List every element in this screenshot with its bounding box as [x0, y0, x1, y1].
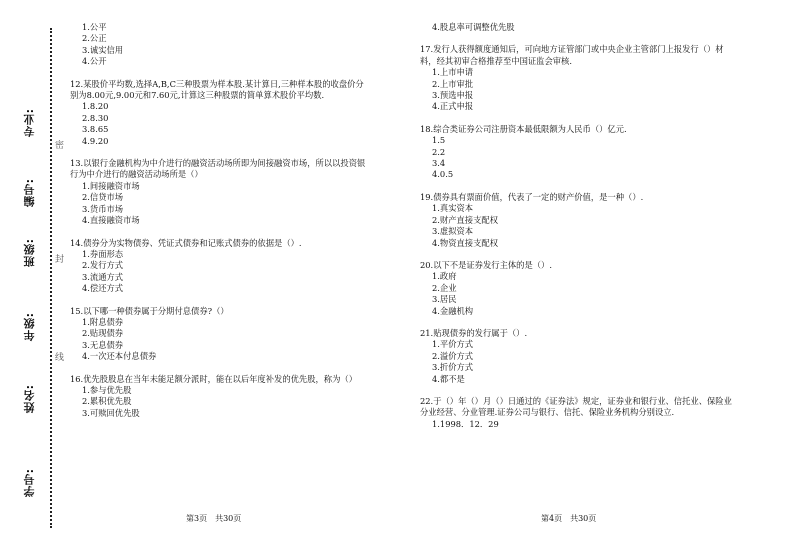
- option: 3.居民: [432, 294, 457, 305]
- seal-char-xian: 线: [55, 353, 65, 363]
- option: 1.公平: [82, 22, 107, 32]
- question-text: 20.以下不是证券发行主体的是（）.: [420, 259, 552, 270]
- question-text: 12.某股价平均数,选择A,B,C三种股票为样本股.某计算日,三种样本股的收盘价分别为8.00元,9.00元和7.60元,计算这三种股票的简单算术股价平均数.: [70, 78, 364, 101]
- option: 2.财产直接支配权: [432, 214, 498, 225]
- option: 4.9.20: [82, 135, 109, 146]
- option: 4.0.5: [432, 169, 454, 180]
- option: 1.1998．12．29: [432, 418, 499, 429]
- option: 3.虚拟资本: [432, 226, 474, 237]
- seal-char-mi: 密: [55, 141, 65, 151]
- question-15: [70, 306, 370, 363]
- option: 1.上市申请: [432, 67, 474, 78]
- question-text: 17.发行人获得额度通知后，可向地方证管部门或中央企业主管部门上报发行（）材料，经其初审合格推荐至中国证监会审核.: [420, 44, 724, 66]
- right-page-column: [420, 22, 740, 441]
- option: 4.直接融资市场: [82, 215, 140, 226]
- question-text: 14.债券分为实物债券、凭证式债券和记账式债券的依据是（）.: [70, 237, 302, 248]
- question-text: 16.优先股股息在当年未能足额分派时，能在以后年度补发的优先股，称为（）: [70, 373, 357, 384]
- option: 1.政府: [432, 271, 457, 282]
- option: 1.5: [432, 135, 446, 146]
- option: 1.间接融资市场: [82, 180, 140, 191]
- option: 2.溢价方式: [432, 350, 474, 361]
- option: 4.金融机构: [432, 305, 474, 316]
- option: 3.无息债券: [82, 339, 124, 350]
- option: 3.货币市场: [82, 203, 124, 214]
- option: 2.贴现债券: [82, 328, 124, 339]
- class-label: 班级:: [23, 238, 36, 268]
- option: 2.信贷市场: [82, 192, 124, 203]
- question-22: [420, 396, 740, 430]
- option: 1.参与优先股: [82, 384, 132, 395]
- question-16: [70, 374, 370, 420]
- grade-label: 年级:: [23, 312, 36, 342]
- option: 1.券面形态: [82, 248, 124, 259]
- option: 3.预选申报: [432, 90, 474, 101]
- option: 2.上市审批: [432, 78, 474, 89]
- option: 4.物资直接支配权: [432, 237, 498, 248]
- option: 1.真实资本: [432, 203, 474, 214]
- student-no-label: 学号:: [23, 468, 36, 498]
- option: 4.公开: [82, 56, 107, 67]
- option: 3.可赎回优先股: [82, 407, 140, 418]
- option: 3.4: [432, 158, 446, 169]
- binding-dotted-line: [50, 28, 52, 528]
- option: 2.发行方式: [82, 260, 124, 271]
- question-14: [70, 238, 370, 295]
- q16-options-continued: [420, 22, 740, 33]
- question-20: [420, 260, 740, 317]
- binding-margin: [0, 0, 65, 560]
- name-label: 姓名:: [23, 384, 36, 414]
- option: 3.诚实信用: [82, 44, 124, 55]
- option: 2.公正: [82, 33, 107, 44]
- option: 1.平价方式: [432, 339, 474, 350]
- question-12: [70, 79, 370, 147]
- option: 4.股息率可调整优先股: [432, 22, 515, 32]
- option: 3.流通方式: [82, 271, 124, 282]
- question-text: 13.以银行金融机构为中介进行的融资活动场所即为间接融资市场，所以以投资银行为中介进行的融资活动场所是（）: [70, 158, 366, 180]
- option: 1.8.20: [82, 101, 109, 112]
- page-number-right: 第4页 共30页: [541, 514, 597, 523]
- left-page-column: [70, 22, 370, 430]
- question-text: 22.于（）年（）月（）日通过的《证券法》规定，证券业和银行业、信托业、保险业分业经营、分业管理.证券公司与银行、信托、保险业务机构分别设立.: [420, 395, 732, 418]
- question-17: [420, 44, 740, 112]
- page-number-left: 第3页 共30页: [186, 514, 242, 523]
- option: 4.正式申报: [432, 101, 474, 112]
- question-text: 21.贴现债券的发行属于（）.: [420, 327, 528, 338]
- option: 2.企业: [432, 282, 457, 293]
- question-21: [420, 328, 740, 385]
- question-text: 19.债券具有票面价值，代表了一定的财产价值，是一种（）.: [420, 191, 644, 202]
- option: 2.累积优先股: [82, 396, 132, 407]
- option: 4.都不是: [432, 373, 465, 384]
- option: 3.8.65: [82, 124, 109, 135]
- option: 1.附息债券: [82, 316, 124, 327]
- seal-char-feng: 封: [55, 255, 65, 265]
- option: 2.2: [432, 146, 446, 157]
- question-text: 15.以下哪一种债券属于分期付息债券?（）: [70, 305, 229, 316]
- q11-options-continued: [70, 22, 370, 68]
- question-text: 18.综合类证券公司注册资本最低限额为人民币（）亿元.: [420, 123, 627, 134]
- option: 3.折价方式: [432, 362, 474, 373]
- major-label: 专业:: [23, 108, 36, 138]
- question-13: [70, 158, 370, 226]
- option: 2.8.30: [82, 112, 109, 123]
- option: 4.一次还本付息债券: [82, 351, 157, 362]
- id-label: 编号:: [23, 178, 36, 208]
- question-19: [420, 192, 740, 249]
- question-18: [420, 124, 740, 181]
- option: 4.偿还方式: [82, 283, 124, 294]
